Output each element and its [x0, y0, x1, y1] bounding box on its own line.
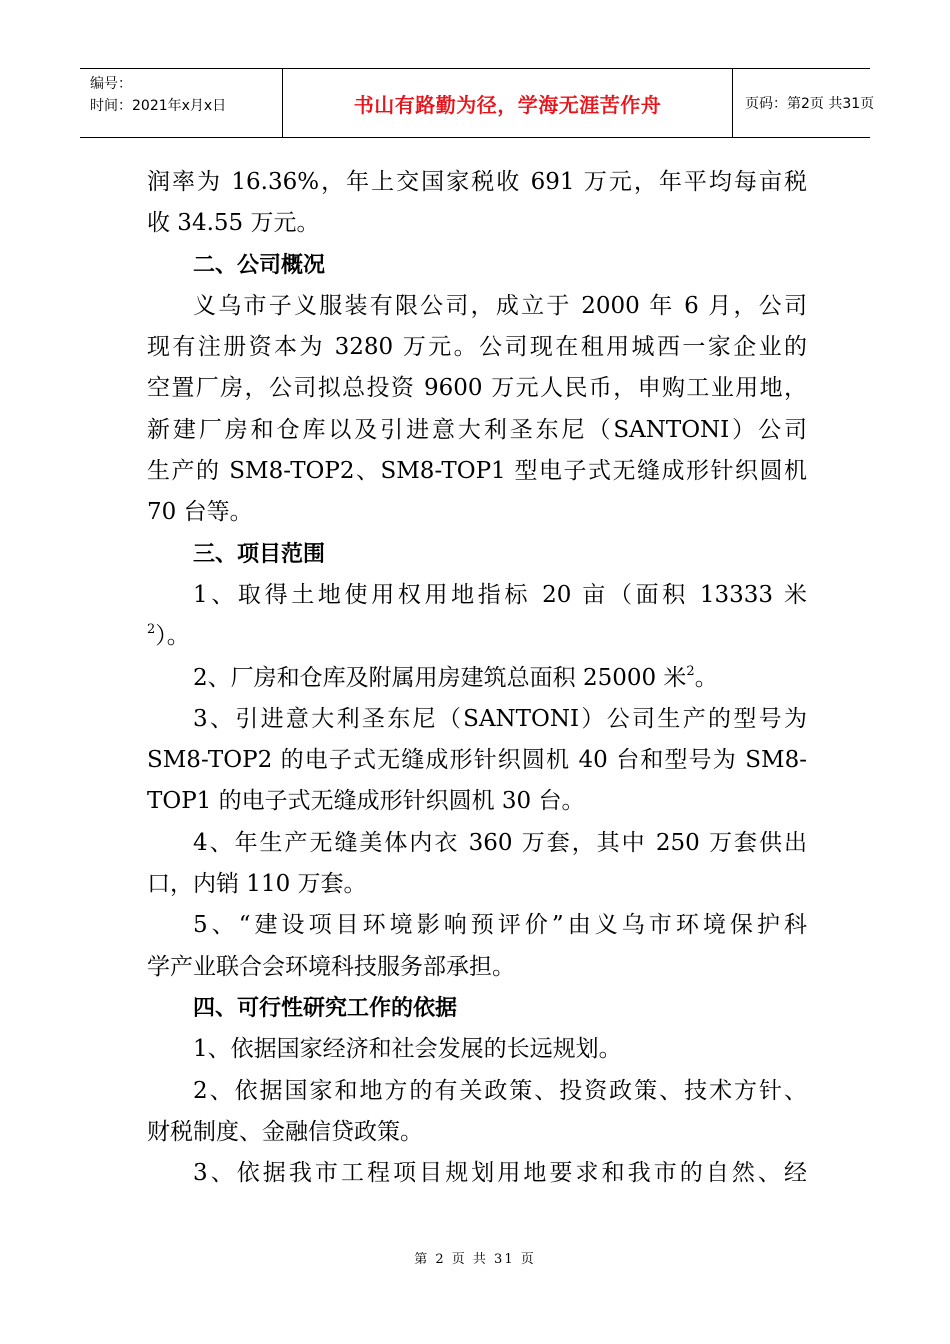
- section-heading-4: 四、可行性研究工作的依据: [193, 995, 458, 1021]
- header-meta: [80, 69, 282, 137]
- header-motto: 书山有路勤为径，学海无涯苦作舟: [353, 92, 662, 117]
- header-motto-cell: [282, 69, 733, 137]
- list-item-line: 4、年生产无缝美体内衣 360 万套，其中 250 万套供出: [193, 829, 807, 856]
- paragraph-line: 收 34.55 万元。: [147, 210, 320, 237]
- list-item-line: TOP1 的电子式无缝成形针织圆机 30 台。: [147, 788, 585, 815]
- list-item-line: [147, 658, 807, 699]
- paragraph-line: 义乌市子义服装有限公司，成立于 2000 年 6 月，公司: [193, 292, 807, 319]
- list-item-line: 3、依据我市工程项目规划用地要求和我市的自然、经: [193, 1160, 807, 1187]
- list-item-line: 1、依据国家经济和社会发展的长远规划。: [193, 1036, 622, 1063]
- paragraph-line: 新建厂房和仓库以及引进意大利圣东尼（SANTONI）公司: [147, 416, 807, 443]
- page-footer: 第 2 页 共 31 页: [414, 1252, 536, 1267]
- list-item-line: 2、依据国家和地方的有关政策、投资政策、技术方针、: [193, 1077, 807, 1104]
- header-page-info: 页码：第2页 共31页: [745, 96, 875, 112]
- superscript: 2: [147, 622, 156, 638]
- list-item-line: [147, 616, 807, 657]
- list-item-line: 3、引进意大利圣东尼（SANTONI）公司生产的型号为: [193, 705, 807, 732]
- list-item-line: 财税制度、金融信贷政策。: [147, 1118, 423, 1145]
- text-span: 。: [694, 664, 718, 691]
- list-item-line: 学产业联合会环境科技服务部承担。: [147, 953, 515, 980]
- paragraph-line: 生产的 SM8-TOP2、SM8-TOP1 型电子式无缝成形针织圆机: [147, 458, 807, 485]
- section-heading-3: 三、项目范围: [193, 541, 326, 567]
- text-span: 2、厂房和仓库及附属用房建筑总面积 25000 米: [193, 664, 687, 691]
- document-body: [147, 162, 807, 1194]
- document-header: [80, 68, 875, 138]
- list-item-line: 1、取得土地使用权用地指标 20 亩（面积 13333 米: [193, 581, 807, 608]
- superscript: 2: [686, 663, 695, 679]
- list-item-line: SM8-TOP2 的电子式无缝成形针织圆机 40 台和型号为 SM8-: [147, 747, 807, 774]
- list-item-line: 口，内销 110 万套。: [147, 871, 367, 898]
- paragraph-line: 润率为 16.36%，年上交国家税收 691 万元，年平均每亩税: [147, 169, 807, 195]
- list-item-line: 5、“建设项目环境影响预评价”由义乌市环境保护科: [193, 912, 807, 939]
- section-heading-2: 二、公司概况: [193, 252, 326, 278]
- paragraph-line: 现有注册资本为 3280 万元。公司现在租用城西一家企业的: [147, 334, 807, 361]
- time-label: 时间：2021年x月x日: [90, 98, 227, 114]
- paragraph-line: 空置厂房，公司拟总投资 9600 万元人民币，申购工业用地，: [147, 375, 807, 402]
- paragraph-line: 70 台等。: [147, 499, 253, 526]
- text-span: ）。: [155, 623, 190, 650]
- number-label: 编号：: [90, 76, 132, 92]
